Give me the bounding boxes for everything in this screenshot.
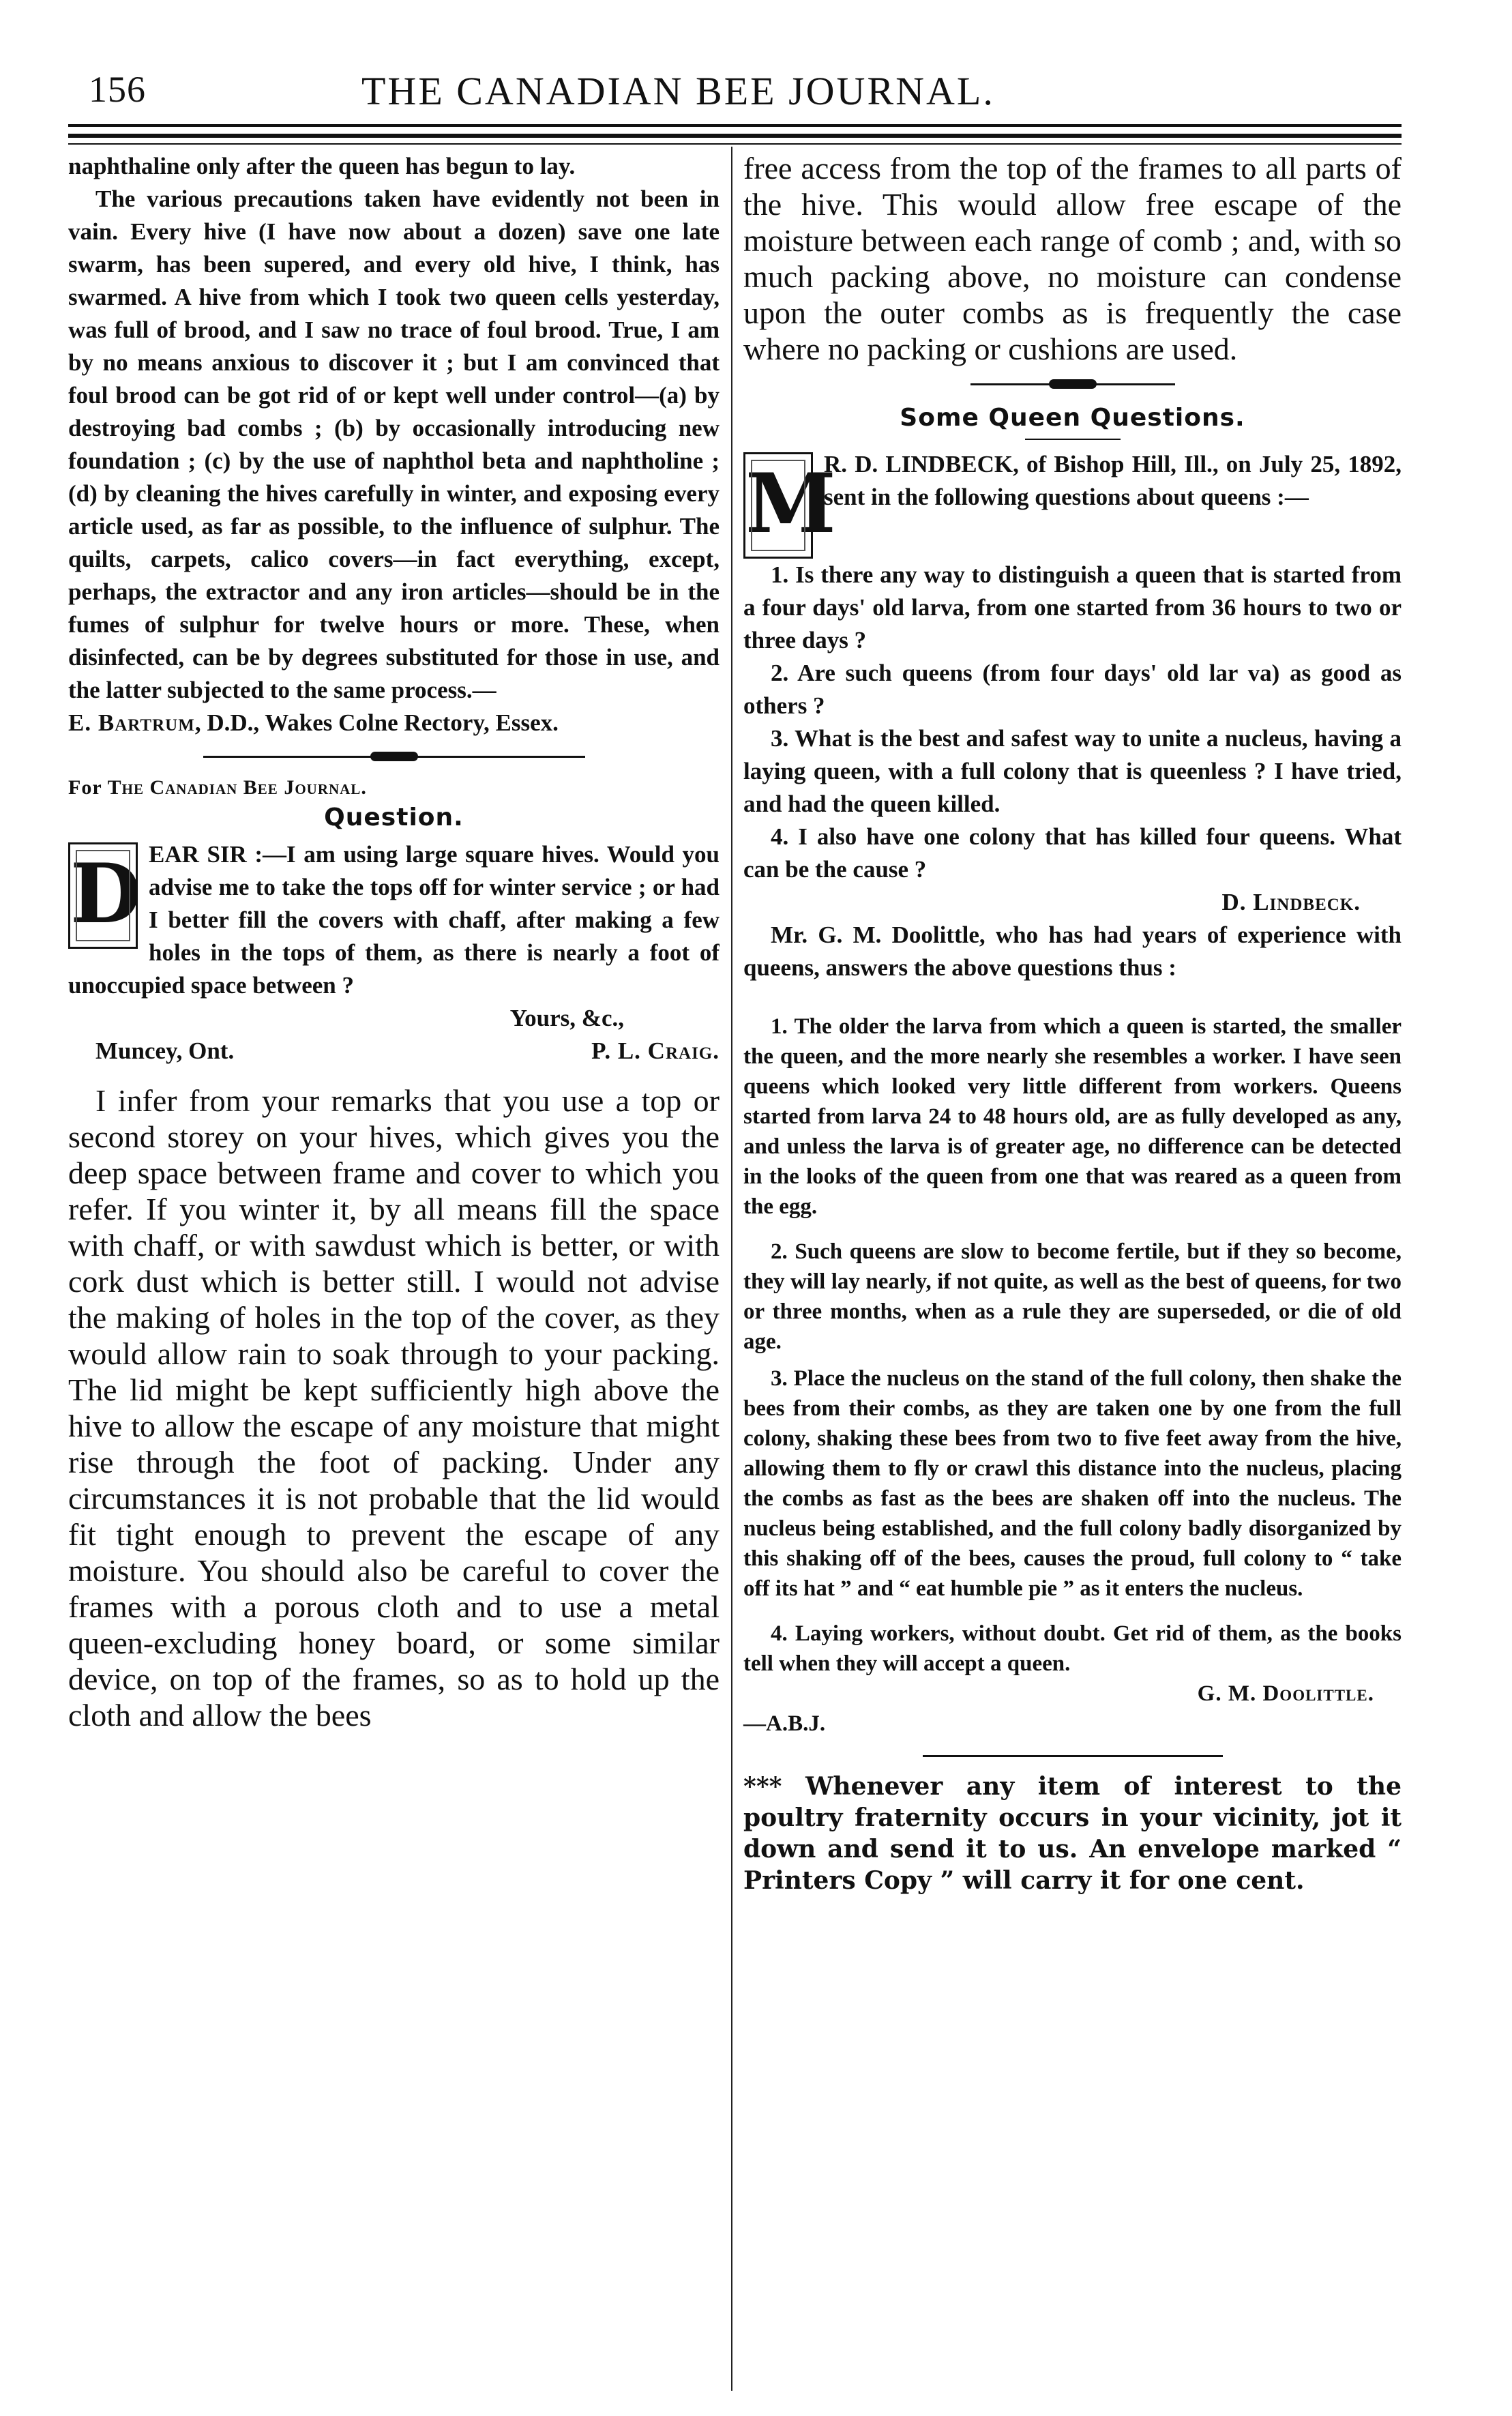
letter-block (68, 838, 720, 1002)
signoff-rest: , D.D., Wakes Colne Rectory, Essex. (194, 709, 559, 736)
question-1: 1. Is there any way to distinguish a queen that is started from a four days' old larva, from one started from 36 hours to two or three days ? (743, 561, 1402, 653)
dropcap-frame-right (751, 460, 805, 551)
question-4: 4. I also have one colony that has killed four queens. What can be the cause ? (743, 823, 1402, 883)
intro-dropcap-letter: M (745, 456, 836, 552)
right-column (743, 150, 1402, 1896)
question-3: 3. What is the best and safest way to unite a nucleus, having a laying queen, with a full colony that is queenless ? I have tried, and had the queen killed. (743, 725, 1402, 817)
printers-copy-notice: *** Whenever any item of interest to the poultry fraternity occurs in your vicinity, jot it down and send it to us. An envelope marked “ Printers Copy ” will carry it for one cent. (743, 1772, 1402, 1895)
ornament-knot (370, 752, 418, 761)
continued-paragraph: naphthaline only after the queen has begun to lay. (68, 153, 576, 179)
answers-source: —A.B.J. (743, 1711, 826, 1736)
heading-underline (1025, 439, 1121, 440)
byline-prefix: For (68, 776, 108, 799)
header-rule-thick (68, 134, 1402, 138)
signoff-author: E. Bartrum (68, 709, 195, 736)
intro-dropcap (743, 452, 836, 559)
byline-journal: The Canadian Bee Journal. (107, 776, 367, 799)
question-heading: Question. (324, 804, 464, 831)
notice-rule (923, 1755, 1223, 1757)
answer-1: 1. The older the larva from which a queen is started, the smaller the queen, and the more nearly she resembles a worker. I have seen queens which looked very little different from workers. Queens started from larva 24 to 48 hours old, are as fully developed as any, and unless the larva is of greater age, no difference can be detected in the looks of the queen from one that was reared as a queen from the egg. (743, 1014, 1402, 1219)
answer-4: 4. Laying workers, without doubt. Get rid of them, as the books tell when they will accept a queen. (743, 1621, 1402, 1676)
page-number: 156 (89, 69, 146, 110)
letter-author: P. L. Craig. (591, 1037, 720, 1064)
questions-author: D. Lindbeck. (1221, 889, 1361, 915)
letter-signature-row (68, 1035, 720, 1067)
byline (68, 776, 720, 799)
column-divider (731, 147, 732, 2391)
answer-continued: free access from the top of the frames to all parts of the hive. This would allow free escape of the moisture between each range of comb ; and, with so much packing above, no moisture can condense upon the outer combs as is frequently the case where no packing or cushions are used. (743, 151, 1402, 366)
letter-dropcap (68, 842, 142, 949)
header-rule-bottom (68, 143, 1402, 145)
question-2: 2. Are such queens (from four days' old lar va) as good as others ? (743, 660, 1402, 719)
dropcap-frame (76, 850, 130, 941)
ornament-knot-right (1049, 379, 1097, 389)
letter-text: EAR SIR :—I am using large square hives. Would you advise me to take the tops off for winter service ; or had I better fill the covers with chaff, after making a few holes in the tops of them, as there is nearly a foot of unoccupied space between ? (68, 841, 720, 999)
left-column (68, 150, 720, 1733)
lindbeck-intro-block (743, 448, 1402, 559)
section-ornament-right (743, 379, 1402, 389)
answer-text: I infer from your remarks that you use a top or second storey on your hives, which gives you the deep space between frame and cover to which you refer. If you winter it, by all means fill the space with chaff, or with sawdust which is better, or with cork dust which is better still. I would not advise the making of holes in the top of the cover, as they would allow rain to soak through to your packing. The lid might be kept sufficiently high above the hive to allow the escape of any moisture that might rise through the foot of packing. Under any circumstances it is not probable that the lid would fit tight enough to prevent the escape of any moisture. You should also be careful to cover the frames with a porous cloth and to use a metal queen-excluding honey board, or some similar device, on top of the frames, so as to hold up the cloth and allow the bees (68, 1083, 720, 1733)
queen-questions-heading: Some Queen Questions. (900, 404, 1245, 432)
letter-place: Muncey, Ont. (95, 1037, 235, 1064)
doolittle-intro: Mr. G. M. Doolittle, who has had years of experience with queens, answers the above questions thus : (743, 922, 1402, 981)
precautions-paragraph: The various precautions taken have evidently not been in vain. Every hive (I have now about a dozen) save one late swarm, has been supered, and every old hive, I think, has swarmed. A hive from which I took two queen cells yesterday, was full of brood, and I saw no trace of foul brood. True, I am by no means anxious to discover it ; but I am convinced that foul brood can be got rid of or kept well under control—(a) by destroying bad combs ; (b) by occasionally introducing new foundation ; (c) by the use of naphthol beta and naphtholine ; (d) by cleaning the hives carefully in winter, and exposing every article used, as far as possible, to the influence of sulphur. The quilts, carpets, calico covers—in fact everything, except, perhaps, the extractor and any iron articles—should be in the fumes of sulphur for twelve hours or more. These, when disinfected, can be by degrees substituted for those in use, and the latter subjected to the same process.— (68, 186, 720, 703)
section-ornament (68, 752, 720, 761)
answer-2: 2. Such queens are slow to become fertile, but if they so become, they will lay nearly, if not quite, as well as the best of queens, for two or three months, when as a rule they are superseded, or die of old age. (743, 1239, 1402, 1354)
answers-author: G. M. Doolittle. (1197, 1681, 1374, 1706)
header-rule-top (68, 124, 1402, 127)
journal-title: THE CANADIAN BEE JOURNAL. (361, 69, 995, 113)
letter-dropcap-letter: D (70, 846, 142, 942)
answer-3: 3. Place the nucleus on the stand of the full colony, then shake the bees from their combs, as they are taken one by one from the full colony, shaking these bees from two to five feet away from the hive, allowing them to fly or crawl this distance into the nucleus, placing the combs as fast as the bees are shaken off into the nucleus. The nucleus being established, and the full colony badly disorganized by this shaking off of the bees, causes the proud, full colony to “ take off its hat ” and “ eat humble pie ” as it enters the nucleus. (743, 1366, 1402, 1601)
lindbeck-intro: R. D. LINDBECK, of Bishop Hill, Ill., on July 25, 1892, sent in the following questions about queens :— (824, 451, 1402, 510)
bartrum-signoff (68, 707, 720, 739)
letter-closing: Yours, &c., (509, 1005, 624, 1031)
